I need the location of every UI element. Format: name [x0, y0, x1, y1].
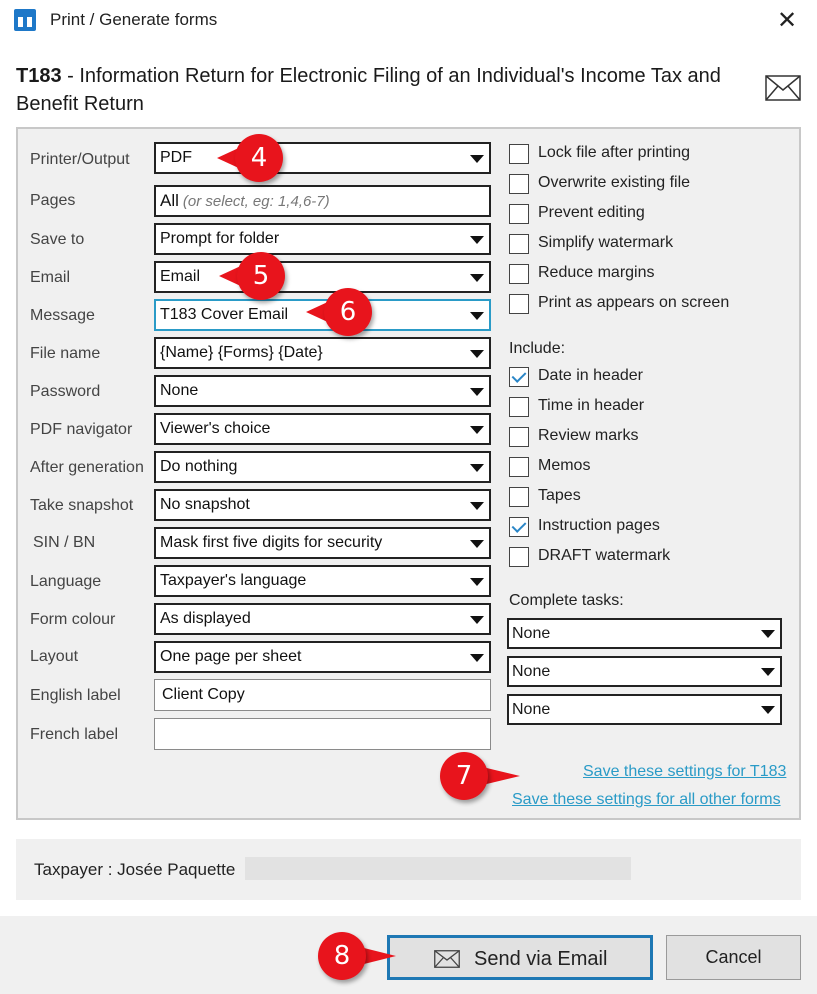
french-label-input[interactable]	[154, 718, 491, 750]
layout-value: One page per sheet	[160, 648, 302, 665]
callout-8-number: 8	[333, 941, 351, 971]
form-colour-label: Form colour	[30, 611, 116, 628]
callout-4-number: 4	[250, 143, 268, 173]
reduce-margins-checkbox[interactable]	[509, 264, 529, 284]
cancel-button[interactable]: Cancel	[666, 935, 801, 980]
include-heading: Include:	[509, 340, 566, 357]
task-1-value: None	[512, 625, 551, 642]
taxpayer-info	[34, 860, 235, 880]
chevron-down-icon	[470, 350, 484, 358]
complete-tasks-heading: Complete tasks:	[509, 592, 624, 609]
simplify-watermark-checkbox[interactable]	[509, 234, 529, 254]
after-generation-value: Do nothing	[160, 458, 238, 475]
english-label-label: English label	[30, 687, 121, 704]
envelope-icon[interactable]	[765, 75, 801, 101]
callout-5	[237, 252, 289, 304]
memos-checkbox[interactable]	[509, 457, 529, 477]
chevron-down-icon	[470, 312, 484, 320]
date-in-header-checkbox[interactable]	[509, 367, 529, 387]
file-name-label: File name	[30, 345, 101, 362]
task-select-1[interactable]	[507, 618, 782, 649]
review-marks-checkbox[interactable]	[509, 427, 529, 447]
pdf-navigator-value: Viewer's choice	[160, 420, 271, 437]
form-colour-select[interactable]	[154, 603, 491, 635]
save-settings-t183-link[interactable]: Save these settings for T183	[583, 763, 787, 780]
envelope-icon	[434, 950, 460, 968]
form-title-text: - Information Return for Electronic Filing of an Individual's Income Tax and Benefit Return	[16, 65, 721, 115]
instruction-pages-label: Instruction pages	[538, 517, 660, 534]
print-as-screen-checkbox[interactable]	[509, 294, 529, 314]
chevron-down-icon	[470, 540, 484, 548]
draft-watermark-checkbox[interactable]	[509, 547, 529, 567]
chevron-down-icon	[470, 155, 484, 163]
pdf-navigator-label: PDF navigator	[30, 421, 133, 438]
password-label: Password	[30, 383, 101, 400]
layout-select[interactable]	[154, 641, 491, 673]
tapes-checkbox[interactable]	[509, 487, 529, 507]
form-title	[16, 62, 756, 118]
redacted-block	[245, 857, 631, 880]
window-title: Print / Generate forms	[50, 10, 218, 29]
prevent-editing-checkbox[interactable]	[509, 204, 529, 224]
time-in-header-label: Time in header	[538, 397, 645, 414]
email-value: Email	[160, 268, 201, 285]
taxpayer-label: Taxpayer	[34, 860, 103, 879]
email-label: Email	[30, 269, 71, 286]
save-to-label: Save to	[30, 231, 85, 248]
memos-label: Memos	[538, 457, 591, 474]
printer-output-label: Printer/Output	[30, 151, 130, 168]
overwrite-checkbox[interactable]	[509, 174, 529, 194]
take-snapshot-value: No snapshot	[160, 496, 250, 513]
simplify-watermark-label: Simplify watermark	[538, 234, 674, 251]
task-3-value: None	[512, 701, 551, 718]
pdf-navigator-select[interactable]	[154, 413, 491, 445]
after-generation-select[interactable]	[154, 451, 491, 483]
chevron-down-icon	[470, 654, 484, 662]
send-via-email-button[interactable]	[387, 935, 653, 980]
review-marks-label: Review marks	[538, 427, 639, 444]
reduce-margins-label: Reduce margins	[538, 264, 655, 281]
save-to-select[interactable]	[154, 223, 491, 255]
english-label-input[interactable]	[154, 679, 491, 711]
close-button[interactable]: ✕	[776, 7, 798, 34]
task-select-2[interactable]	[507, 656, 782, 687]
callout-8	[318, 932, 370, 984]
callout-6-number: 6	[339, 297, 357, 327]
send-via-email-label: Send via Email	[474, 948, 608, 970]
sin-bn-label: SIN / BN	[33, 534, 96, 551]
language-select[interactable]	[154, 565, 491, 597]
french-label-label: French label	[30, 726, 119, 743]
pages-label: Pages	[30, 192, 76, 209]
message-value: T183 Cover Email	[160, 306, 289, 323]
password-select[interactable]	[154, 375, 491, 407]
language-label: Language	[30, 573, 102, 590]
taxpayer-separator: :	[102, 860, 118, 879]
printer-output-value: PDF	[160, 149, 192, 166]
chevron-down-icon	[470, 502, 484, 510]
save-to-value: Prompt for folder	[160, 230, 280, 247]
overwrite-label: Overwrite existing file	[538, 174, 691, 191]
chevron-down-icon	[470, 578, 484, 586]
chevron-down-icon	[470, 464, 484, 472]
taxpayer-name: Josée Paquette	[117, 860, 236, 879]
chevron-down-icon	[470, 236, 484, 244]
layout-label: Layout	[30, 648, 79, 665]
callout-6	[324, 288, 376, 340]
task-2-value: None	[512, 663, 551, 680]
sin-bn-select[interactable]	[154, 527, 491, 559]
lock-file-label: Lock file after printing	[538, 144, 691, 161]
taxpayer-bar	[16, 839, 801, 900]
print-as-screen-label: Print as appears on screen	[538, 294, 730, 311]
form-colour-value: As displayed	[160, 610, 251, 627]
email-select[interactable]	[154, 261, 491, 293]
callout-5-number: 5	[252, 261, 270, 291]
callout-4	[235, 134, 287, 186]
save-settings-all-link[interactable]: Save these settings for all other forms	[512, 791, 781, 808]
file-name-select[interactable]	[154, 337, 491, 369]
take-snapshot-select[interactable]	[154, 489, 491, 521]
chevron-down-icon	[761, 668, 775, 676]
callout-7-number: 7	[455, 761, 473, 791]
printer-output-select[interactable]	[154, 142, 491, 174]
pages-input[interactable]	[154, 185, 491, 217]
chevron-down-icon	[470, 388, 484, 396]
chevron-down-icon	[470, 616, 484, 624]
pages-placeholder: (or select, eg: 1,4,6-7)	[182, 193, 330, 210]
password-value: None	[160, 382, 199, 399]
task-select-3[interactable]	[507, 694, 782, 725]
instruction-pages-checkbox[interactable]	[509, 517, 529, 537]
prevent-editing-label: Prevent editing	[538, 204, 645, 221]
after-generation-label: After generation	[30, 459, 144, 476]
time-in-header-checkbox[interactable]	[509, 397, 529, 417]
draft-watermark-label: DRAFT watermark	[538, 547, 671, 564]
file-name-value: {Name} {Forms} {Date}	[160, 344, 323, 361]
chevron-down-icon	[470, 426, 484, 434]
tapes-label: Tapes	[538, 487, 581, 504]
chevron-down-icon	[761, 630, 775, 638]
message-label: Message	[30, 307, 95, 324]
take-snapshot-label: Take snapshot	[30, 497, 134, 514]
language-value: Taxpayer's language	[160, 572, 307, 589]
english-label-value: Client Copy	[162, 686, 245, 703]
pages-value: All	[160, 191, 179, 210]
chevron-down-icon	[470, 274, 484, 282]
callout-7	[440, 752, 492, 804]
date-in-header-label: Date in header	[538, 367, 643, 384]
app-logo-icon	[14, 9, 36, 31]
chevron-down-icon	[761, 706, 775, 714]
lock-file-checkbox[interactable]	[509, 144, 529, 164]
sin-bn-value: Mask first five digits for security	[160, 534, 383, 551]
form-code: T183	[16, 65, 62, 87]
title-bar	[0, 0, 817, 44]
